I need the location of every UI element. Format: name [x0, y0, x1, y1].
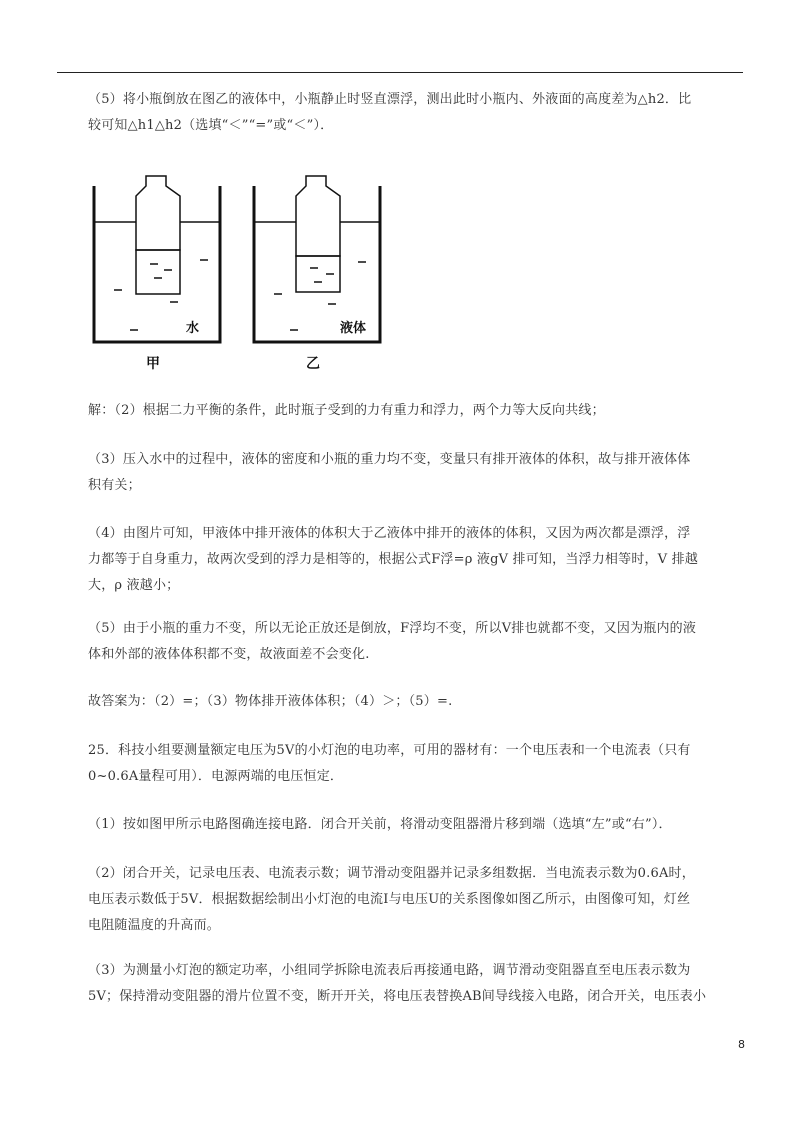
- solution-part-3: [88, 447, 744, 499]
- bottle-diagram: [88, 168, 388, 378]
- text-line: 25．科技小组要测量额定电压为5V的小灯泡的电功率，可用的器材有：一个电压表和一个电流表（只有: [88, 743, 691, 758]
- text-line: （2）闭合开关，记录电压表、电流表示数；调节滑动变阻器并记录多组数据．当电流表示数为0.6A时，: [88, 866, 695, 881]
- text-line: （4）由图片可知，甲液体中排开液体的体积大于乙液体中排开的液体的体积，又因为两次都是漂浮，浮: [88, 526, 691, 541]
- header-rule: [57, 72, 743, 73]
- solution-part-5: [88, 616, 744, 668]
- text-line: 故答案为：（2）=；（3）物体排开液体体积；（4）＞；（5）=.: [88, 694, 453, 709]
- text-line: （3）为测量小灯泡的额定功率，小组同学拆除电流表后再接通电路，调节滑动变阻器直至电压表示数为: [88, 963, 691, 978]
- text-line: 大，ρ 液越小；: [88, 578, 180, 593]
- right-caption: 乙: [306, 356, 320, 372]
- text-line: （3）压入水中的过程中，液体的密度和小瓶的重力均不变，变量只有排开液体的体积，故与排开液体体: [88, 452, 691, 467]
- question-24-part-5: [88, 87, 744, 139]
- solution-part-4: [88, 521, 744, 599]
- question-25-part-3: [88, 958, 744, 1010]
- text-line: 力都等于自身重力，故两次受到的浮力是相等的，根据公式F浮=ρ 液gV 排可知，当浮力相等时，V 排越: [88, 552, 699, 567]
- text-line: 积有关；: [88, 478, 141, 493]
- answer-summary: [88, 689, 744, 715]
- left-liquid-label: 水: [186, 321, 200, 336]
- question-25-part-2: [88, 861, 744, 939]
- text-line: 电压表示数低于5V．根据数据绘制出小灯泡的电流I与电压U的关系图像如图乙所示，由图像可知，灯丝: [88, 892, 691, 907]
- text-line: 0~0.6A量程可用）．电源两端的电压恒定．: [88, 769, 344, 784]
- text-line: 5V；保持滑动变阻器的滑片位置不变，断开开关，将电压表替换AB间导线接入电路，闭合开关，电压表小: [88, 989, 707, 1004]
- right-liquid-label: 液体: [340, 321, 367, 336]
- text-line: （1）按如图甲所示电路图确连接电路．闭合开关前，将滑动变阻器滑片移到端（选填“左”或“右”）．: [88, 817, 672, 832]
- text-line: 较可知△h1△h2（选填“＜”“=”或“＜”）．: [88, 118, 334, 133]
- page-number: 8: [738, 1038, 745, 1051]
- bottle-in-liquid-figure: [88, 168, 388, 378]
- text-line: （5）由于小瓶的重力不变，所以无论正放还是倒放，F浮均不变，所以V排也就都不变，又因为瓶内的液: [88, 621, 697, 636]
- question-25-part-1: [88, 812, 744, 838]
- text-line: （5）将小瓶倒放在图乙的液体中，小瓶静止时竖直漂浮，测出此时小瓶内、外液面的高度差为△h2．比: [88, 92, 692, 107]
- question-25-stem: [88, 738, 744, 790]
- text-line: 电阻随温度的升高而。: [88, 918, 221, 933]
- left-caption: 甲: [146, 356, 160, 372]
- solution-part-2: [88, 398, 744, 424]
- text-line: 解：（2）根据二力平衡的条件，此时瓶子受到的力有重力和浮力，两个力等大反向共线；: [88, 403, 605, 418]
- text-line: 体和外部的液体体积都不变，故液面差不会变化.: [88, 647, 370, 662]
